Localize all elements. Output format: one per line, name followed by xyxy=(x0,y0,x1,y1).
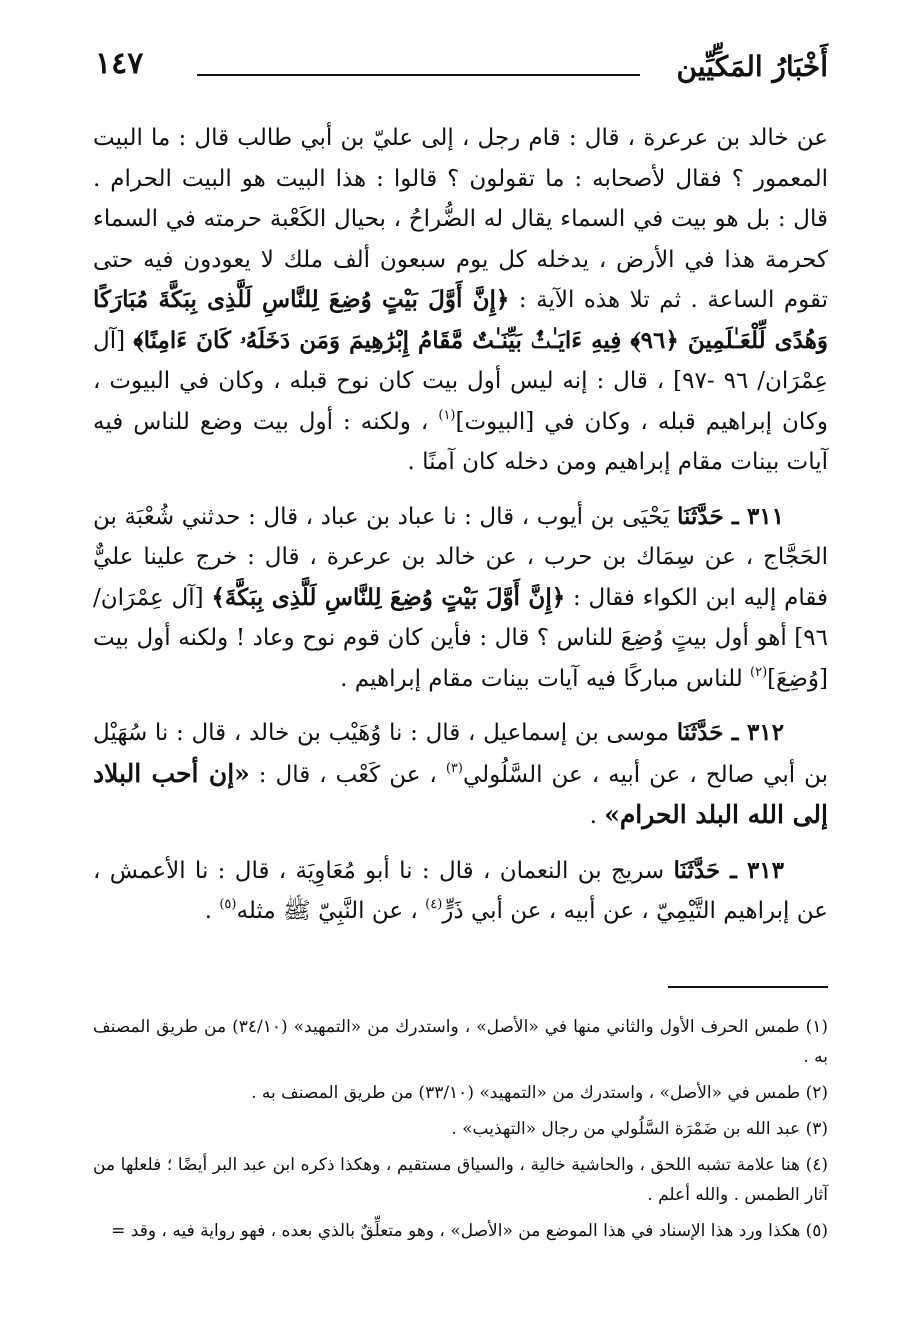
paragraph-text: [آل عِمْرَان/ ٩٦ -٩٧] ، قال : إنه ليس أول بيت كان نوح قبله ، وكان في البيوت ، وكان إبراهيم قبله ، وكان في [البيوت] xyxy=(93,327,828,435)
footnote-2: (٢) طمس في «الأصل» ، واستدرك من «التمهيد» (٣٣/١٠) من طريق المصنف به . xyxy=(251,1083,828,1103)
footnote-marker: (٣) xyxy=(445,760,463,776)
hadith-number: ٣١١ ـ حَدَّثَنَا xyxy=(677,502,784,530)
quran-verse: ﴿إِنَّ أَوَّلَ بَيْتٍ وُضِعَ لِلنَّاسِ لَلَّذِى بِبَكَّةَ مُبَارَكًا وَهُدًى لِّلْعَـٰلَمِينَ ﴿٩٦﴾ فِيهِ ءَايَـٰتٌۢ بَيِّنَـٰتٌ مَّقَامُ إِبْرَٰهِيمَ وَمَن دَخَلَهُۥ كَانَ ءَامِنًا﴾ xyxy=(93,286,828,354)
hadith-text: ، عن النَّبِيّ ﷺ مثله xyxy=(236,898,418,924)
footnote-marker: (٤) xyxy=(425,897,443,912)
paragraph-text: عن خالد بن عرعرة ، قال : قام رجل ، إلى عليّ بن أبي طالب قال : ما البيت المعمور ؟ فقال لأصحابه : ما تقولون ؟ قالوا : هذا البيت هو البيت الحرام . قال : بل هو بيت في السماء يقال له الضُّراحُ ، بحيال الكَعْبة حرمته في السماء كحرمة هذا في الأرض ، يدخله كل يوم سبعون ألف ملك لا يعودون فيه حتى تقوم الساعة . ثم تلا هذه الآية : xyxy=(93,125,829,313)
hadith-text: سريج بن النعمان ، قال : نا أبو مُعَاوِيَة ، قال : نا الأعمش ، عن إبراهيم التَّيْمِيّ ، عن أبيه ، عن أبي ذَرٍّ xyxy=(93,857,828,924)
footnotes xyxy=(93,1012,828,1252)
running-header xyxy=(95,46,828,92)
header-rule xyxy=(197,74,640,76)
hadith-311 xyxy=(93,497,828,700)
footnote-4: (٤) هنا علامة تشبه اللحق ، والحاشية خالية ، والسياق مستقيم ، وهكذا ذكره ابن عبد البر أيضًا ؛ فلعلها من آثار الطمس . والله أعلم . xyxy=(93,1155,828,1205)
quran-verse: ﴿إِنَّ أَوَّلَ بَيْتٍ وُضِعَ لِلنَّاسِ لَلَّذِى بِبَكَّةَ﴾ xyxy=(211,583,566,611)
paragraph-text: ، ولكنه : أول بيت وضع للناس فيه آيات بينات مقام إبراهيم ومن دخله كان آمنًا . xyxy=(93,408,828,475)
footnote-1: (١) طمس الحرف الأول والثاني منها في «الأصل» ، واستدرك من «التمهيد» (٣٤/١٠) من طريق المصنف به . xyxy=(93,1017,828,1067)
book-title: أَخْبَارُ المَكِّيِّين xyxy=(676,50,828,83)
hadith-312 xyxy=(93,713,828,837)
main-text xyxy=(93,118,828,932)
hadith-text: [آل عِمْرَان/٩٦] أهو أول بيتٍ وُضِعَ للناس ؟ قال : فأين كان قوم نوح وعاد ! ولكنه أول بيت [وُضِعَ] xyxy=(93,584,828,692)
hadith-313 xyxy=(93,851,828,932)
hadith-text: . xyxy=(589,803,597,829)
hadith-number: ٣١٢ ـ حَدَّثَنَا xyxy=(676,719,784,746)
hadith-text: ، عن كَعْب ، قال : xyxy=(258,761,437,788)
page-number: ١٤٧ xyxy=(95,46,144,81)
footnote-marker: (١) xyxy=(438,407,456,423)
hadith-text: . xyxy=(204,898,213,924)
footnote-marker: (٢) xyxy=(750,664,768,680)
hadith-number: ٣١٣ ـ حَدَّثَنَا xyxy=(673,856,785,884)
hadith-text: للناس مباركًا فيه آيات بينات مقام إبراهيم . xyxy=(340,665,743,692)
hadith-text: يَحْيَى بن أيوب ، قال : نا عباد بن عباد ، قال : حدثني شُعْبَة بن الحَجَّاج ، عن سِمَاك بن حرب ، عن خالد بن عرعرة ، قال : خرج علينا عليٌّ فقام إليه ابن الكواء فقال : xyxy=(93,503,828,611)
hadith-text: موسى بن إسماعيل ، قال : نا وُهَيْب بن خالد ، قال : نا سُهَيْل بن أبي صالح ، عن أبيه ، عن السَّلُولي xyxy=(93,720,828,788)
footnote-3: (٣) عبد الله بن ضَمْرَة السَّلُولي من رجال «التهذيب» . xyxy=(451,1119,828,1139)
footnote-marker: (٥) xyxy=(219,897,237,912)
paragraph-continuation xyxy=(93,118,828,483)
hadith-quote: «إن أحب البلاد إلى الله البلد الحرام» xyxy=(93,758,828,829)
footnote-separator xyxy=(668,986,828,988)
footnote-5: (٥) هكذا ورد هذا الإسناد في هذا الموضع من «الأصل» ، وهو متعلِّقٌ بالذي بعده ، فهو رواية فيه ، وقد = xyxy=(111,1221,828,1241)
